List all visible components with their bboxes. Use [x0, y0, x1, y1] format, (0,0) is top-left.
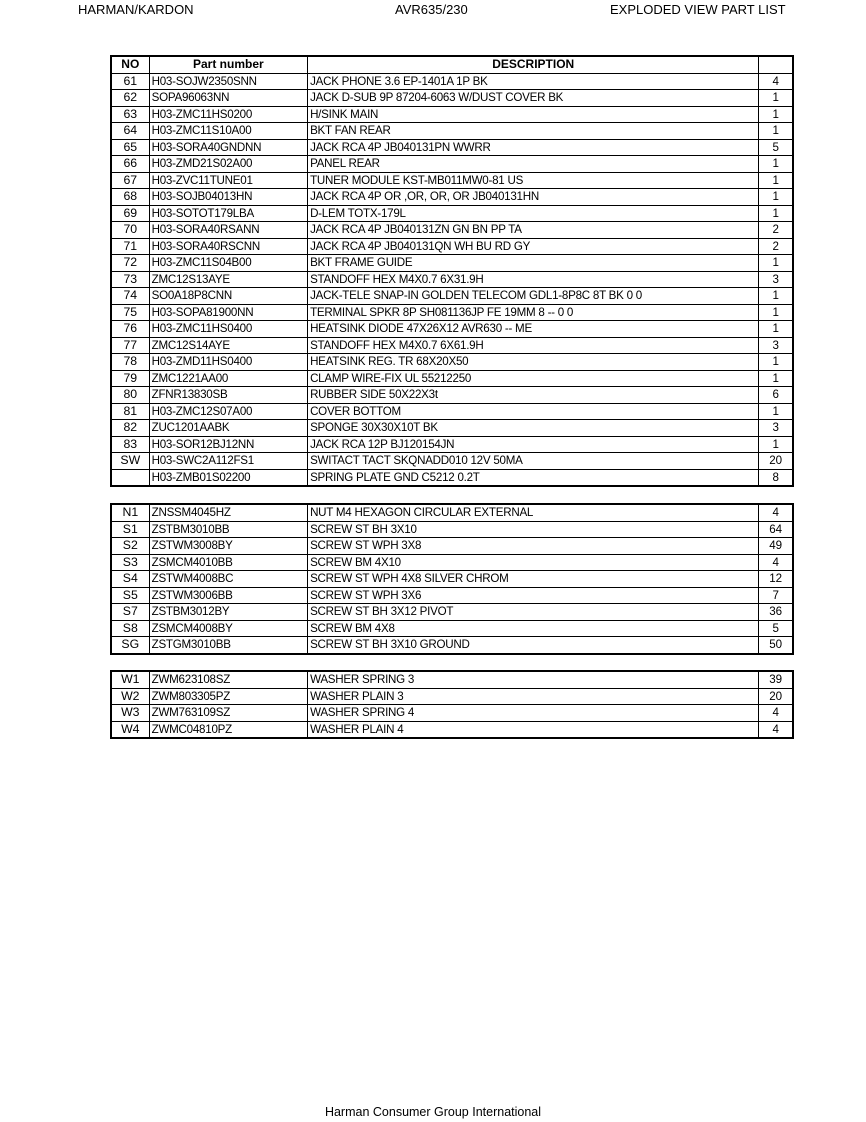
item-no-cell: 75 [111, 304, 149, 321]
table-row [111, 504, 793, 521]
table-row [111, 321, 793, 338]
description-cell: STANDOFF HEX M4X0.7 6X61.9H [308, 337, 759, 354]
description-cell: HEATSINK DIODE 47X26X12 AVR630 -- ME [308, 321, 759, 338]
description-cell: BKT FAN REAR [308, 123, 759, 140]
table-row [111, 172, 793, 189]
header-no: NO [111, 56, 149, 73]
quantity-cell: 12 [759, 571, 793, 588]
part-number-cell: ZSTWM3008BY [149, 538, 307, 555]
part-number-cell: H03-ZMD11HS0400 [149, 354, 307, 371]
item-no-cell: 62 [111, 90, 149, 107]
washers-table [110, 670, 794, 739]
quantity-cell: 1 [759, 90, 793, 107]
description-cell: BKT FRAME GUIDE [308, 255, 759, 272]
table-row [111, 288, 793, 305]
part-number-cell: H03-ZMC12S07A00 [149, 403, 307, 420]
quantity-cell: 20 [759, 453, 793, 470]
quantity-cell: 1 [759, 288, 793, 305]
table-row [111, 403, 793, 420]
item-no-cell: 77 [111, 337, 149, 354]
part-number-cell: ZUC1201AABK [149, 420, 307, 437]
quantity-cell: 1 [759, 354, 793, 371]
part-number-cell: ZMC12S14AYE [149, 337, 307, 354]
description-cell: SCREW ST WPH 4X8 SILVER CHROM [308, 571, 759, 588]
table-row [111, 354, 793, 371]
item-no-cell: SG [111, 637, 149, 654]
description-cell: JACK D-SUB 9P 87204-6063 W/DUST COVER BK [308, 90, 759, 107]
table-header-row [111, 56, 793, 73]
quantity-cell: 36 [759, 604, 793, 621]
table-row [111, 469, 793, 486]
item-no-cell: 76 [111, 321, 149, 338]
part-number-cell: H03-ZMC11S04B00 [149, 255, 307, 272]
quantity-cell: 1 [759, 189, 793, 206]
item-no-cell: 66 [111, 156, 149, 173]
part-number-cell: ZMC1221AA00 [149, 370, 307, 387]
main-parts-table [110, 55, 794, 487]
description-cell: WASHER SPRING 3 [308, 671, 759, 688]
quantity-cell: 8 [759, 469, 793, 486]
item-no-cell: S3 [111, 554, 149, 571]
item-no-cell: N1 [111, 504, 149, 521]
part-number-cell: ZSMCM4010BB [149, 554, 307, 571]
table-row [111, 436, 793, 453]
item-no-cell [111, 469, 149, 486]
description-cell: SCREW ST BH 3X12 PIVOT [308, 604, 759, 621]
part-number-cell: H03-SORA40RSCNN [149, 238, 307, 255]
table-row [111, 538, 793, 555]
description-cell: JACK RCA 12P BJ120154JN [308, 436, 759, 453]
part-number-cell: H03-ZVC11TUNE01 [149, 172, 307, 189]
description-cell: SCREW BM 4X8 [308, 620, 759, 637]
table-row [111, 271, 793, 288]
quantity-cell: 1 [759, 205, 793, 222]
part-number-cell: ZFNR13830SB [149, 387, 307, 404]
header-part-number: Part number [149, 56, 307, 73]
item-no-cell: 79 [111, 370, 149, 387]
table-row [111, 106, 793, 123]
part-number-cell: ZSTBM3010BB [149, 521, 307, 538]
table-row [111, 620, 793, 637]
part-number-cell: H03-SOJW2350SNN [149, 73, 307, 90]
table-row [111, 139, 793, 156]
quantity-cell: 64 [759, 521, 793, 538]
quantity-cell: 1 [759, 321, 793, 338]
part-number-cell: ZWM763109SZ [149, 705, 307, 722]
table-row [111, 420, 793, 437]
item-no-cell: 72 [111, 255, 149, 272]
description-cell: SPONGE 30X30X10T BK [308, 420, 759, 437]
part-number-cell: H03-SOR12BJ12NN [149, 436, 307, 453]
item-no-cell: 61 [111, 73, 149, 90]
item-no-cell: 81 [111, 403, 149, 420]
table-row [111, 688, 793, 705]
item-no-cell: 82 [111, 420, 149, 437]
table-row [111, 721, 793, 738]
table-row [111, 156, 793, 173]
description-cell: JACK RCA 4P JB040131PN WWRR [308, 139, 759, 156]
description-cell: JACK RCA 4P JB040131ZN GN BN PP TA [308, 222, 759, 239]
quantity-cell: 4 [759, 721, 793, 738]
quantity-cell: 39 [759, 671, 793, 688]
quantity-cell: 1 [759, 370, 793, 387]
description-cell: SWITACT TACT SKQNADD010 12V 50MA [308, 453, 759, 470]
description-cell: SCREW ST WPH 3X8 [308, 538, 759, 555]
item-no-cell: 63 [111, 106, 149, 123]
item-no-cell: S8 [111, 620, 149, 637]
table-row [111, 554, 793, 571]
part-number-cell: ZWMC04810PZ [149, 721, 307, 738]
table-row [111, 90, 793, 107]
header-doc-title: EXPLODED VIEW PART LIST [610, 2, 786, 17]
part-number-cell: ZWM803305PZ [149, 688, 307, 705]
item-no-cell: S1 [111, 521, 149, 538]
part-number-cell: ZSTBM3012BY [149, 604, 307, 621]
part-number-cell: H03-ZMC11HS0400 [149, 321, 307, 338]
item-no-cell: S4 [111, 571, 149, 588]
item-no-cell: 73 [111, 271, 149, 288]
quantity-cell: 1 [759, 304, 793, 321]
part-number-cell: H03-SWC2A112FS1 [149, 453, 307, 470]
header-model: AVR635/230 [395, 2, 468, 17]
part-number-cell: SO0A18P8CNN [149, 288, 307, 305]
part-number-cell: ZMC12S13AYE [149, 271, 307, 288]
item-no-cell: 65 [111, 139, 149, 156]
part-number-cell: H03-SOPA81900NN [149, 304, 307, 321]
item-no-cell: W4 [111, 721, 149, 738]
table-row [111, 337, 793, 354]
part-number-cell: H03-SOJB04013HN [149, 189, 307, 206]
part-number-cell: H03-SOTOT179LBA [149, 205, 307, 222]
item-no-cell: SW [111, 453, 149, 470]
part-number-cell: H03-SORA40RSANN [149, 222, 307, 239]
quantity-cell: 4 [759, 705, 793, 722]
table-row [111, 705, 793, 722]
quantity-cell: 7 [759, 587, 793, 604]
quantity-cell: 6 [759, 387, 793, 404]
item-no-cell: S2 [111, 538, 149, 555]
item-no-cell: 70 [111, 222, 149, 239]
part-number-cell: SOPA96063NN [149, 90, 307, 107]
description-cell: JACK PHONE 3.6 EP-1401A 1P BK [308, 73, 759, 90]
table-row [111, 587, 793, 604]
description-cell: NUT M4 HEXAGON CIRCULAR EXTERNAL [308, 504, 759, 521]
description-cell: WASHER PLAIN 3 [308, 688, 759, 705]
part-number-cell: ZWM623108SZ [149, 671, 307, 688]
item-no-cell: 80 [111, 387, 149, 404]
item-no-cell: 83 [111, 436, 149, 453]
quantity-cell: 1 [759, 123, 793, 140]
table-row [111, 255, 793, 272]
description-cell: JACK RCA 4P OR ,OR, OR, OR JB040131HN [308, 189, 759, 206]
part-number-cell: H03-ZMC11S10A00 [149, 123, 307, 140]
table-row [111, 637, 793, 654]
description-cell: H/SINK MAIN [308, 106, 759, 123]
table-row [111, 521, 793, 538]
item-no-cell: 78 [111, 354, 149, 371]
description-cell: JACK RCA 4P JB040131QN WH BU RD GY [308, 238, 759, 255]
quantity-cell: 2 [759, 238, 793, 255]
quantity-cell: 5 [759, 139, 793, 156]
quantity-cell: 2 [759, 222, 793, 239]
item-no-cell: 68 [111, 189, 149, 206]
part-number-cell: H03-ZMD21S02A00 [149, 156, 307, 173]
description-cell: STANDOFF HEX M4X0.7 6X31.9H [308, 271, 759, 288]
description-cell: WASHER SPRING 4 [308, 705, 759, 722]
part-number-cell: ZSTGM3010BB [149, 637, 307, 654]
item-no-cell: 64 [111, 123, 149, 140]
quantity-cell: 3 [759, 337, 793, 354]
item-no-cell: S7 [111, 604, 149, 621]
part-number-cell: H03-ZMC11HS0200 [149, 106, 307, 123]
description-cell: SCREW ST BH 3X10 [308, 521, 759, 538]
table-row [111, 222, 793, 239]
item-no-cell: 74 [111, 288, 149, 305]
description-cell: JACK-TELE SNAP-IN GOLDEN TELECOM GDL1-8P8C 8T BK 0 0 [308, 288, 759, 305]
footer-company: Harman Consumer Group International [324, 1105, 542, 1119]
item-no-cell: W3 [111, 705, 149, 722]
table-row [111, 453, 793, 470]
table-row [111, 73, 793, 90]
quantity-cell: 1 [759, 403, 793, 420]
description-cell: WASHER PLAIN 4 [308, 721, 759, 738]
part-number-cell: ZSTWM3006BB [149, 587, 307, 604]
part-number-cell: H03-SORA40GNDNN [149, 139, 307, 156]
quantity-cell: 5 [759, 620, 793, 637]
part-number-cell: ZSTWM4008BC [149, 571, 307, 588]
description-cell: TERMINAL SPKR 8P SH081136JP FE 19MM 8 -- 0 0 [308, 304, 759, 321]
table-row [111, 189, 793, 206]
table-row [111, 238, 793, 255]
description-cell: CLAMP WIRE-FIX UL 55212250 [308, 370, 759, 387]
header-brand: HARMAN/KARDON [78, 2, 194, 17]
description-cell: PANEL REAR [308, 156, 759, 173]
quantity-cell: 4 [759, 554, 793, 571]
item-no-cell: 71 [111, 238, 149, 255]
quantity-cell: 4 [759, 504, 793, 521]
part-number-cell: ZNSSM4045HZ [149, 504, 307, 521]
description-cell: D-LEM TOTX-179L [308, 205, 759, 222]
item-no-cell: W2 [111, 688, 149, 705]
part-number-cell: H03-ZMB01S02200 [149, 469, 307, 486]
quantity-cell: 1 [759, 106, 793, 123]
quantity-cell: 20 [759, 688, 793, 705]
item-no-cell: 69 [111, 205, 149, 222]
quantity-cell: 50 [759, 637, 793, 654]
description-cell: SPRING PLATE GND C5212 0.2T [308, 469, 759, 486]
description-cell: RUBBER SIDE 50X22X3t [308, 387, 759, 404]
quantity-cell: 49 [759, 538, 793, 555]
table-row [111, 123, 793, 140]
item-no-cell: S5 [111, 587, 149, 604]
item-no-cell: W1 [111, 671, 149, 688]
table-row [111, 571, 793, 588]
screws-table [110, 503, 794, 655]
description-cell: TUNER MODULE KST-MB011MW0-81 US [308, 172, 759, 189]
quantity-cell: 1 [759, 436, 793, 453]
description-cell: SCREW ST BH 3X10 GROUND [308, 637, 759, 654]
quantity-cell: 4 [759, 73, 793, 90]
table-row [111, 370, 793, 387]
table-row [111, 604, 793, 621]
description-cell: SCREW ST WPH 3X6 [308, 587, 759, 604]
description-cell: SCREW BM 4X10 [308, 554, 759, 571]
table-row [111, 304, 793, 321]
table-row [111, 205, 793, 222]
description-cell: COVER BOTTOM [308, 403, 759, 420]
quantity-cell: 3 [759, 271, 793, 288]
description-cell: HEATSINK REG. TR 68X20X50 [308, 354, 759, 371]
quantity-cell: 3 [759, 420, 793, 437]
quantity-cell: 1 [759, 255, 793, 272]
table-row [111, 387, 793, 404]
header-description: DESCRIPTION [308, 56, 759, 73]
quantity-cell: 1 [759, 156, 793, 173]
part-number-cell: ZSMCM4008BY [149, 620, 307, 637]
table-row [111, 671, 793, 688]
item-no-cell: 67 [111, 172, 149, 189]
quantity-cell: 1 [759, 172, 793, 189]
header-qty [759, 56, 793, 73]
